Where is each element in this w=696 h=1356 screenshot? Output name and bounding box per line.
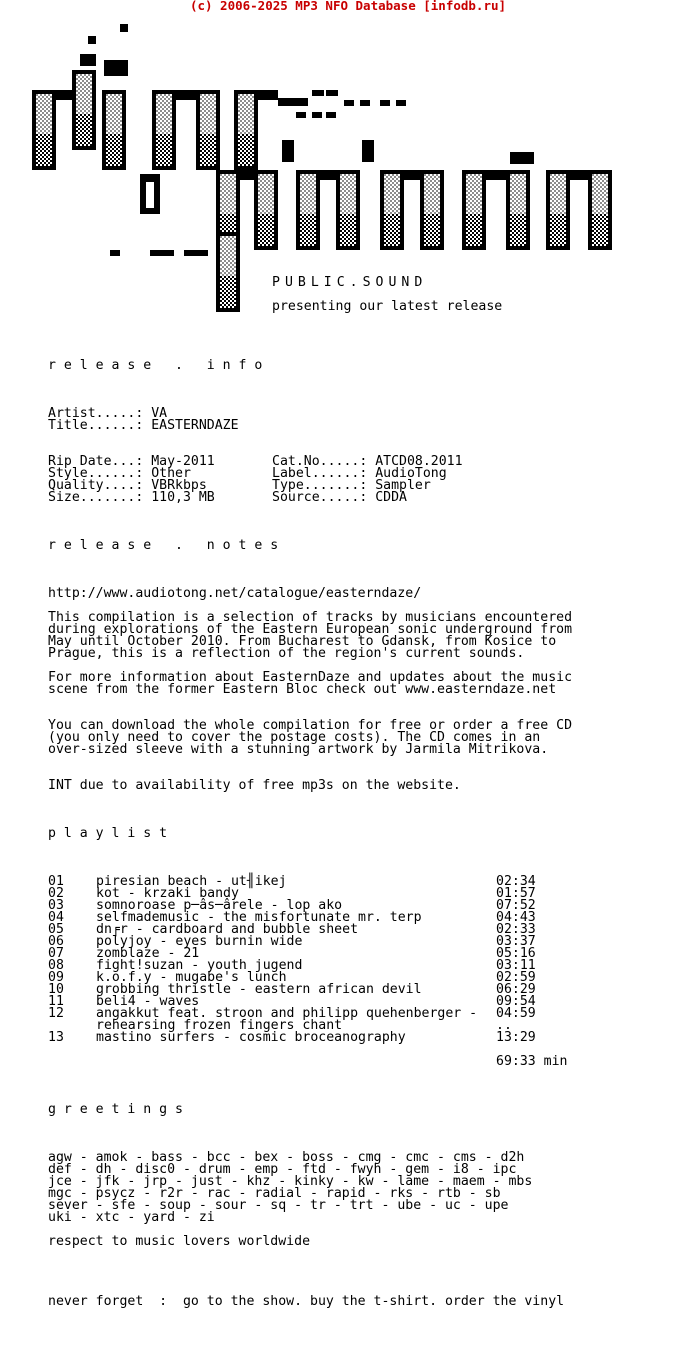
track-title: zomblaze - 21 [96, 946, 200, 961]
track-time: 05:16 [496, 946, 536, 961]
track-time: 02:59 [496, 970, 536, 985]
track-title: polyjoy - eyes burnin wide [96, 934, 303, 949]
info-style: Style......: Other [48, 466, 191, 481]
notes-paragraph-line: You can download the whole compilation for free or order a free CD [48, 718, 573, 733]
section-release-notes: r e l e a s e . n o t e s [48, 538, 279, 553]
track-title: piresian beach - ut╢ikej [96, 874, 287, 889]
respect-line: respect to music lovers worldwide [48, 1234, 311, 1249]
site-header: (c) 2006-2025 MP3 NFO Database [infodb.ru] [189, 0, 507, 13]
track-time: 02:33 [496, 922, 536, 937]
notes-url: http://www.audiotong.net/catalogue/easterndaze/ [48, 586, 422, 601]
greetings-line: agw - amok - bass - bcc - bex - boss - cmg - cmc - cms - d2h [48, 1150, 525, 1165]
track-title: angakkut feat. stroon and philipp quehenberger - [96, 1006, 478, 1021]
info-title: Title......: EASTERNDAZE [48, 418, 239, 433]
track-number: 12 [48, 1006, 64, 1021]
track-number: 05 [48, 922, 64, 937]
track-title: kot - krzaki bandy [96, 886, 239, 901]
track-number: 10 [48, 982, 64, 997]
track-time: 03:37 [496, 934, 536, 949]
greetings-line: sever - sfe - soup - sour - sq - tr - trt - ube - uc - upe [48, 1198, 509, 1213]
logo-tagline: PUBLIC.SOUND [272, 275, 428, 290]
notes-paragraph-line: May until October 2010. From Bucharest to Gdansk, from Kosice to [48, 634, 557, 649]
track-time: 06:29 [496, 982, 536, 997]
track-time: 09:54 [496, 994, 536, 1009]
track-time: 07:52 [496, 898, 536, 913]
notes-paragraph-line: This compilation is a selection of tracks by musicians encountered [48, 610, 573, 625]
notes-paragraph-line: over-sized sleeve with a stunning artwork by Jarmila Mitrikova. [48, 742, 549, 757]
logo-subtitle: presenting our latest release [272, 299, 503, 314]
info-type: Type.......: Sampler [272, 478, 431, 493]
track-number: 03 [48, 898, 64, 913]
track-title: k.o.f.y - mugabe's lunch [96, 970, 287, 985]
track-time: 03:11 [496, 958, 536, 973]
notes-paragraph-line: during explorations of the Eastern European sonic underground from [48, 622, 573, 637]
track-number: 02 [48, 886, 64, 901]
greetings-line: def - dh - disc0 - drum - emp - ftd - fwyh - gem - i8 - ipc [48, 1162, 517, 1177]
track-number: 06 [48, 934, 64, 949]
track-number: 07 [48, 946, 64, 961]
track-number: 01 [48, 874, 64, 889]
track-title: grobbing thristle - eastern african devil [96, 982, 422, 997]
info-quality: Quality....: VBRkbps [48, 478, 207, 493]
notes-int: INT due to availability of free mp3s on the website. [48, 778, 461, 793]
notes-paragraph-line: Prague, this is a reflection of the region's current sounds. [48, 646, 525, 661]
info-source: Source.....: CDDA [272, 490, 407, 505]
track-time: 04:59 [496, 1006, 536, 1021]
track-time: 13:29 [496, 1030, 536, 1045]
section-greetings: g r e e t i n g s [48, 1102, 183, 1117]
track-number: 04 [48, 910, 64, 925]
track-number: 08 [48, 958, 64, 973]
notes-paragraph-line: (you only need to cover the postage costs). The CD comes in an [48, 730, 541, 745]
never-forget-line: never forget : go to the show. buy the t-shirt. order the vinyl [48, 1294, 565, 1309]
playlist-total-time: 69:33 min [496, 1054, 568, 1069]
track-title: fight!suzan - youth jugend [96, 958, 303, 973]
section-release-info: r e l e a s e . i n f o [48, 358, 263, 373]
track-time: 01:57 [496, 886, 536, 901]
track-number: 11 [48, 994, 64, 1009]
notes-paragraph-line: scene from the former Eastern Bloc check out www.easterndaze.net [48, 682, 557, 697]
track-row [48, 1032, 648, 1044]
track-title: beli4 - waves [96, 994, 200, 1009]
greetings-line: jce - jfk - jrp - just - khz - kinky - kw - lame - maem - mbs [48, 1174, 533, 1189]
track-number: 09 [48, 970, 64, 985]
track-time: 02:34 [496, 874, 536, 889]
track-number: 13 [48, 1030, 64, 1045]
track-title: rehearsing frozen fingers chant [96, 1018, 343, 1033]
info-size: Size.......: 110,3 MB [48, 490, 215, 505]
notes-paragraph-line: For more information about EasternDaze and updates about the music [48, 670, 573, 685]
track-title: dn╒r - cardboard and bubble sheet [96, 922, 359, 937]
info-artist: Artist.....: VA [48, 406, 168, 421]
track-time: .. [496, 1018, 512, 1033]
track-title: selfmademusic - the misfortunate mr. terp [96, 910, 422, 925]
info-label: Label......: AudioTong [272, 466, 447, 481]
track-title: mastino surfers - cosmic broceanography [96, 1030, 406, 1045]
info-cat-no: Cat.No.....: ATCD08.2011 [272, 454, 463, 469]
track-title: somnoroase p─âs─ârele - lop ako [96, 898, 343, 913]
greetings-line: mgc - psycz - r2r - rac - radial - rapid - rks - rtb - sb [48, 1186, 501, 1201]
greetings-line: uki - xtc - yard - zi [48, 1210, 215, 1225]
track-time: 04:43 [496, 910, 536, 925]
info-rip-date: Rip Date...: May-2011 [48, 454, 215, 469]
section-playlist: p l a y l i s t [48, 826, 168, 841]
